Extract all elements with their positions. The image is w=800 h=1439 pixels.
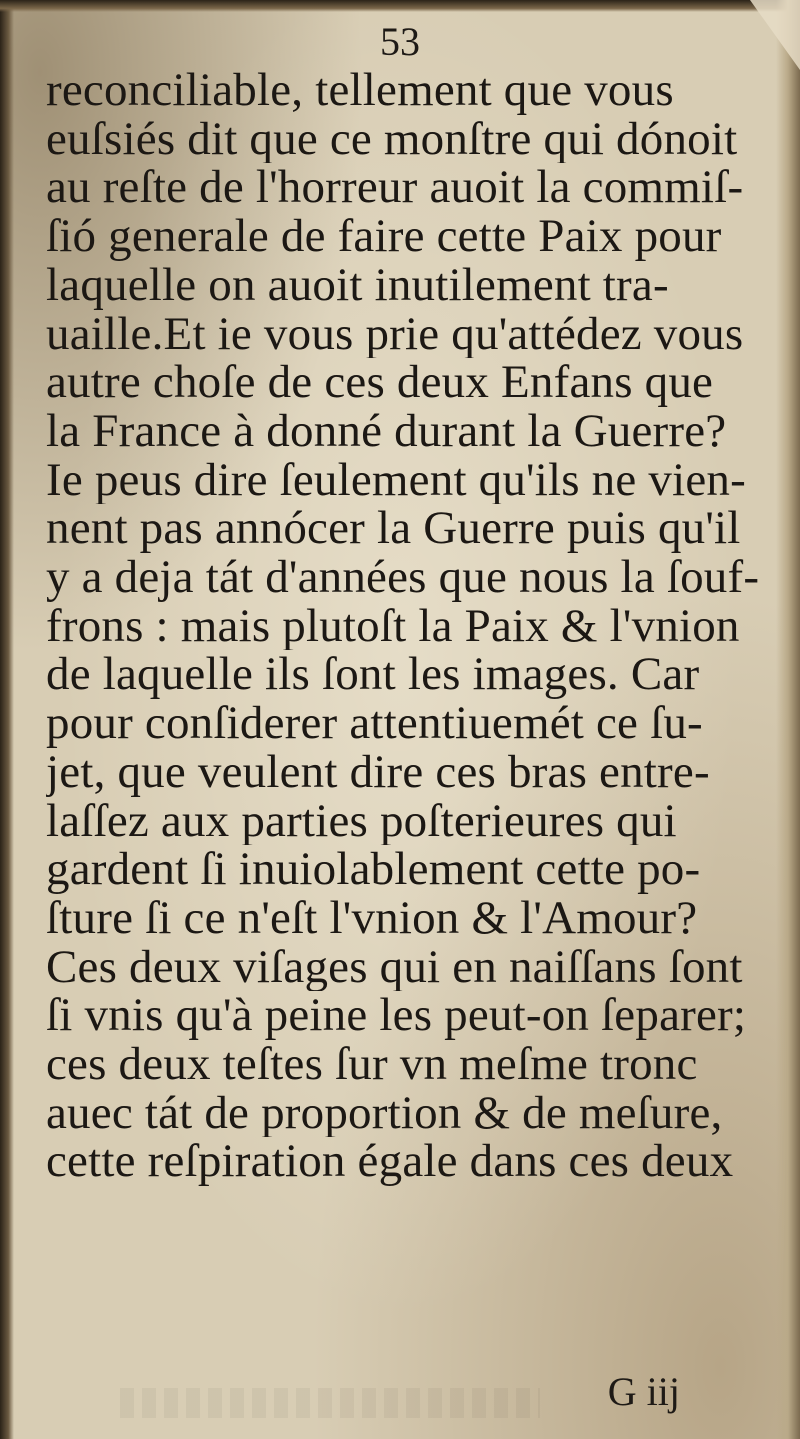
text-line: ſió generale de faire cette Paix pour bbox=[46, 212, 722, 261]
text-line: pour conſiderer attentiuemét ce ſu- bbox=[46, 699, 703, 748]
text-line: laquelle on auoit inutilement tra- bbox=[46, 260, 669, 310]
text-line: frons : mais plutoſt la Paix & l'vnion bbox=[46, 601, 740, 651]
text-line: ſi vnis qu'à peine les peut-on ſeparer; bbox=[46, 991, 747, 1041]
text-line: laſſez aux parties poſterieures qui bbox=[46, 796, 677, 846]
text-line: reconciliable, tellement que vous bbox=[46, 66, 674, 115]
text-line: Ie peus dire ſeulement qu'ils ne vien- bbox=[46, 455, 746, 505]
text-line: ces deux teſtes ſur vn meſme tronc bbox=[46, 1040, 698, 1089]
text-line: jet, que veulent dire ces bras entre- bbox=[46, 747, 710, 797]
page-top-shadow bbox=[0, 0, 800, 12]
text-line: auec tát de proportion & de meſure, bbox=[46, 1088, 723, 1138]
text-line: cette reſpiration égale dans ces deux bbox=[46, 1137, 734, 1187]
text-line: autre choſe de ces deux Enfans que bbox=[46, 358, 714, 407]
text-line: au reſte de l'horreur auoit la commiſ- bbox=[46, 163, 744, 213]
text-line: nent pas annócer la Guerre puis qu'il bbox=[46, 504, 741, 554]
text-line: y a deja tát d'années que nous la ſouf- bbox=[46, 553, 760, 602]
page-gutter-shadow bbox=[0, 0, 14, 1439]
text-line: Ces deux viſages qui en naiſſans ſont bbox=[46, 942, 743, 992]
text-line: euſsiés dit que ce monſtre qui dónoit bbox=[46, 114, 738, 164]
text-line: ſture ſi ce n'eſt l'vnion & l'Amour? bbox=[46, 893, 698, 943]
page-number: 53 bbox=[380, 19, 420, 64]
text-line: gardent ſi inuiolablement cette po- bbox=[46, 845, 701, 894]
body-text bbox=[46, 66, 786, 1186]
text-line: la France à donné durant la Guerre? bbox=[46, 406, 727, 456]
signature-mark: G iij bbox=[607, 1369, 680, 1414]
text-line: uaille.Et ie vous prie qu'attédez vous bbox=[46, 309, 744, 359]
text-line: de laquelle ils ſont les images. Car bbox=[46, 650, 700, 700]
